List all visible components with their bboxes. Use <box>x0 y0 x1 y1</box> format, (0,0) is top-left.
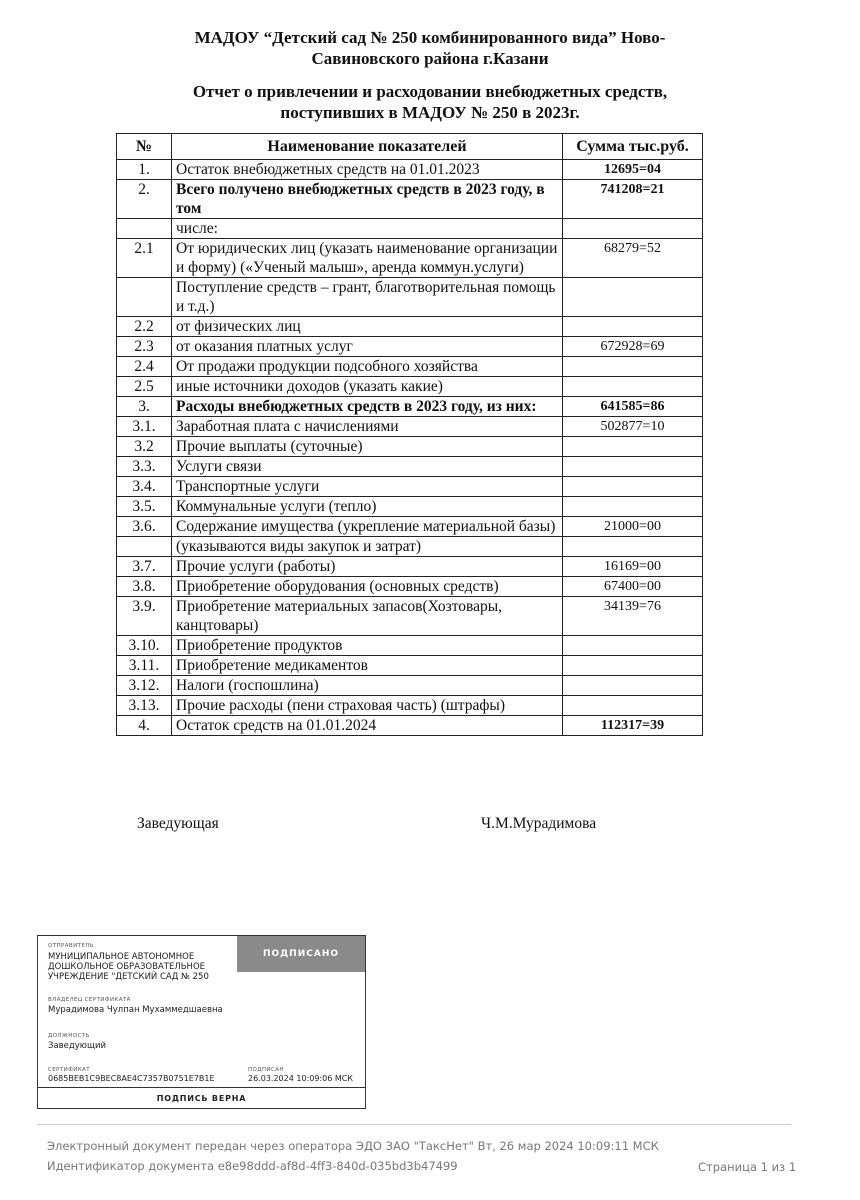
row-sum: 34139=76 <box>563 597 703 636</box>
row-number: 2.3 <box>117 337 172 357</box>
row-number: 2.5 <box>117 377 172 397</box>
row-number: 1. <box>117 160 172 180</box>
row-number: 3.9. <box>117 597 172 636</box>
table-row <box>117 676 703 696</box>
row-name: Остаток средств на 01.01.2024 <box>172 716 563 736</box>
column-header-sum: Сумма тыс.руб. <box>563 134 703 160</box>
row-number: 3.6. <box>117 517 172 537</box>
row-number <box>117 537 172 557</box>
row-sum <box>563 477 703 497</box>
row-number: 3.5. <box>117 497 172 517</box>
sender-line2: ДОШКОЛЬНОЕ ОБРАЗОВАТЕЛЬНОЕ <box>48 962 206 972</box>
column-header-number: № <box>117 134 172 160</box>
sender-label: ОТПРАВИТЕЛЬ <box>48 943 94 949</box>
row-sum: 12695=04 <box>563 160 703 180</box>
row-sum: 68279=52 <box>563 239 703 278</box>
row-sum <box>563 377 703 397</box>
report-title-line2: поступивших в МАДОУ № 250 в 2023г. <box>280 103 580 122</box>
row-number: 3.8. <box>117 577 172 597</box>
table-row <box>117 597 703 636</box>
row-number: 4. <box>117 716 172 736</box>
row-number: 3.12. <box>117 676 172 696</box>
signed-badge: ПОДПИСАНО <box>237 936 365 972</box>
row-sum: 641585=86 <box>563 397 703 417</box>
row-name: Приобретение материальных запасов(Хозтовары, канцтовары) <box>172 597 563 636</box>
row-name: Заработная плата с начислениями <box>172 417 563 437</box>
row-name: Приобретение медикаментов <box>172 656 563 676</box>
table-row <box>117 437 703 457</box>
row-sum: 16169=00 <box>563 557 703 577</box>
row-name: числе: <box>172 219 563 239</box>
row-number: 3. <box>117 397 172 417</box>
row-sum: 672928=69 <box>563 337 703 357</box>
table-row <box>117 497 703 517</box>
table-row <box>117 656 703 676</box>
certificate-number: 0685BEB1C9BEC8AE4C7357B0751E7B1E <box>48 1074 215 1083</box>
table-row <box>117 557 703 577</box>
row-name: иные источники доходов (указать какие) <box>172 377 563 397</box>
row-number: 3.1. <box>117 417 172 437</box>
table-row <box>117 317 703 337</box>
row-number: 3.13. <box>117 696 172 716</box>
row-number: 2.2 <box>117 317 172 337</box>
row-name: от оказания платных услуг <box>172 337 563 357</box>
table-row <box>117 417 703 437</box>
row-sum: 741208=21 <box>563 180 703 219</box>
row-name: Поступление средств – грант, благотворительная помощь и т.д.) <box>172 278 563 317</box>
row-name: Приобретение оборудования (основных средств) <box>172 577 563 597</box>
table-row <box>117 357 703 377</box>
organization-title <box>0 27 860 69</box>
row-name: Всего получено внебюджетных средств в 2023 году, в том <box>172 180 563 219</box>
row-name: Налоги (госпошлина) <box>172 676 563 696</box>
row-sum: 502877=10 <box>563 417 703 437</box>
table-row <box>117 696 703 716</box>
row-name: Расходы внебюджетных средств в 2023 году, из них: <box>172 397 563 417</box>
sender-line1: МУНИЦИПАЛЬНОЕ АВТОНОМНОЕ <box>48 952 195 962</box>
row-name: Содержание имущества (укрепление материальной базы) <box>172 517 563 537</box>
certificate-label: СЕРТИФИКАТ <box>48 1067 90 1073</box>
row-name: Услуги связи <box>172 457 563 477</box>
table-row <box>117 180 703 219</box>
row-number: 3.11. <box>117 656 172 676</box>
row-name: (указываются виды закупок и затрат) <box>172 537 563 557</box>
certificate-owner: Мурадимова Чулпан Мухаммедшаевна <box>48 1005 223 1015</box>
table-row <box>117 278 703 317</box>
signature-valid: ПОДПИСЬ ВЕРНА <box>38 1087 365 1109</box>
table-row <box>117 477 703 497</box>
table-row <box>117 517 703 537</box>
table-row <box>117 537 703 557</box>
row-number: 2.1 <box>117 239 172 278</box>
table-row <box>117 636 703 656</box>
sender-line3: УЧРЕЖДЕНИЕ "ДЕТСКИЙ САД № 250 <box>48 972 209 982</box>
report-title <box>0 81 860 123</box>
edo-transfer-note: Электронный документ передан через оператора ЭДО ЗАО "ТаксНет" Вт, 26 мар 2024 10:09:11 МСК <box>47 1139 659 1153</box>
row-sum <box>563 437 703 457</box>
table-row <box>117 716 703 736</box>
row-number: 3.2 <box>117 437 172 457</box>
signature-position: Заведующая <box>137 815 219 832</box>
table-row <box>117 337 703 357</box>
table-row <box>117 457 703 477</box>
position-label: ДОЛЖНОСТЬ <box>48 1033 90 1039</box>
row-number <box>117 219 172 239</box>
row-name: От продажи продукции подсобного хозяйства <box>172 357 563 377</box>
signed-at: 26.03.2024 10:09:06 МСК <box>248 1074 353 1083</box>
row-number: 3.10. <box>117 636 172 656</box>
row-name: Приобретение продуктов <box>172 636 563 656</box>
row-number: 3.3. <box>117 457 172 477</box>
row-number: 2.4 <box>117 357 172 377</box>
owner-position: Заведующий <box>48 1041 107 1051</box>
organization-title-line2: Савиновского района г.Казани <box>311 49 549 68</box>
row-sum <box>563 317 703 337</box>
row-sum <box>563 656 703 676</box>
signature-name: Ч.М.Мурадимова <box>481 815 597 832</box>
table-row <box>117 397 703 417</box>
row-sum <box>563 457 703 477</box>
row-sum <box>563 219 703 239</box>
row-number: 3.7. <box>117 557 172 577</box>
row-sum: 67400=00 <box>563 577 703 597</box>
row-sum <box>563 278 703 317</box>
row-sum: 112317=39 <box>563 716 703 736</box>
report-title-line1: Отчет о привлечении и расходовании внебюджетных средств, <box>192 82 668 101</box>
signed-at-label: ПОДПИСАН <box>248 1067 284 1073</box>
table-row <box>117 239 703 278</box>
row-name: Остаток внебюджетных средств на 01.01.2023 <box>172 160 563 180</box>
column-header-name: Наименование показателей <box>172 134 563 160</box>
row-sum <box>563 537 703 557</box>
table-row <box>117 219 703 239</box>
row-sum: 21000=00 <box>563 517 703 537</box>
page-indicator: Страница 1 из 1 <box>698 1160 797 1174</box>
row-sum <box>563 636 703 656</box>
row-number: 3.4. <box>117 477 172 497</box>
row-sum <box>563 357 703 377</box>
row-number: 2. <box>117 180 172 219</box>
table-row <box>117 377 703 397</box>
table-header-row <box>117 134 703 160</box>
report-table <box>116 133 703 736</box>
table-row <box>117 160 703 180</box>
row-sum <box>563 497 703 517</box>
row-name: Прочие услуги (работы) <box>172 557 563 577</box>
document-identifier: Идентификатор документа e8e98ddd-af8d-4ff3-840d-035bd3b47499 <box>47 1159 458 1173</box>
row-sum <box>563 696 703 716</box>
row-name: Прочие расходы (пени страховая часть) (штрафы) <box>172 696 563 716</box>
organization-title-line1: МАДОУ “Детский сад № 250 комбинированного вида” Ново- <box>194 28 666 47</box>
footer-divider <box>37 1124 791 1125</box>
row-name: Транспортные услуги <box>172 477 563 497</box>
row-sum <box>563 676 703 696</box>
owner-label: ВЛАДЕЛЕЦ СЕРТИФИКАТА <box>48 997 131 1003</box>
row-name: Прочие выплаты (суточные) <box>172 437 563 457</box>
row-name: от физических лиц <box>172 317 563 337</box>
row-number <box>117 278 172 317</box>
table-row <box>117 577 703 597</box>
e-signature-stamp <box>37 935 366 1109</box>
row-name: От юридических лиц (указать наименование организации и форму) («Ученый малыш», аренда коммун.услуги) <box>172 239 563 278</box>
row-name: Коммунальные услуги (тепло) <box>172 497 563 517</box>
